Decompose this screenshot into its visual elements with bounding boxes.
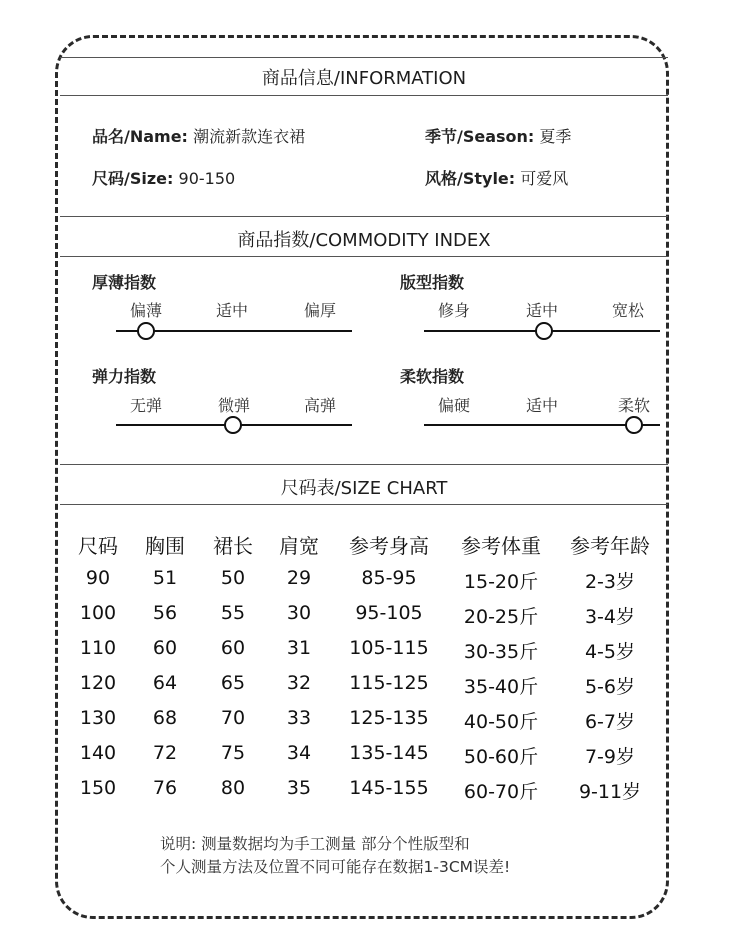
size-chart-cell: 60 [220,637,246,659]
size-chart-cell: 95-105 [355,602,423,624]
divider [60,504,668,505]
size-chart-cell: 15-20斤 [463,571,539,593]
size-chart-cell: 6-7岁 [584,711,636,733]
size-chart-header: 胸围 [145,534,185,558]
elasticity-index-title: 弹力指数 [92,367,157,386]
size-chart-cell: 20-25斤 [463,606,539,628]
size-chart-cell: 80 [220,777,246,799]
size-chart-header: 参考身高 [349,534,429,558]
size-chart-cell: 130 [79,707,117,729]
fit-option-2: 适中 [525,301,558,320]
size-chart-cell: 85-95 [361,567,417,589]
size-chart-cell: 60 [152,637,178,659]
size-chart-cell: 5-6岁 [584,676,636,698]
commodity-index-title: 商品指数/COMMODITY INDEX [237,230,491,251]
thickness-option-2: 适中 [215,301,248,320]
size-chart-cell: 150 [79,777,117,799]
size-chart-cell: 72 [152,742,178,764]
elasticity-option-1: 无弹 [129,396,162,415]
size-chart-cell: 60-70斤 [463,781,539,803]
size-chart-cell: 55 [220,602,246,624]
fit-indicator [535,322,553,340]
style-label: 风格/Style: [425,169,516,188]
elasticity-indicator [224,416,242,434]
size-chart-cell: 125-135 [349,707,429,729]
size-chart-cell: 9-11岁 [578,781,642,803]
size-chart-header: 尺码 [78,534,118,558]
softness-option-1: 偏硬 [437,396,470,415]
size-chart-cell: 76 [152,777,178,799]
size-chart-cell: 115-125 [349,672,429,694]
size-chart-cell: 31 [286,637,312,659]
size-chart-cell: 135-145 [349,742,429,764]
elasticity-option-3: 高弹 [303,396,336,415]
divider [60,464,668,465]
info-name [92,124,305,147]
size-chart-cell: 120 [79,672,117,694]
fit-index-title: 版型指数 [400,273,465,292]
size-chart-cell: 51 [152,567,178,589]
size-chart-cell: 75 [220,742,246,764]
softness-option-2: 适中 [525,396,558,415]
size-chart-cell: 90 [85,567,111,589]
size-chart-cell: 35 [286,777,312,799]
thickness-option-1: 偏薄 [129,301,162,320]
size-chart-cell: 32 [286,672,312,694]
size-chart-cell: 50-60斤 [463,746,539,768]
size-chart-header: 参考年龄 [570,534,650,558]
size-chart-cell: 50 [220,567,246,589]
note-line-2: 个人测量方法及位置不同可能存在数据1-3CM误差! [160,858,511,876]
size-chart-header: 裙长 [213,534,253,558]
info-size [92,166,235,189]
style-value: 可爱风 [520,169,569,188]
softness-indicator [625,416,643,434]
thickness-indicator [137,322,155,340]
size-chart-cell: 40-50斤 [463,711,539,733]
season-label: 季节/Season: [425,127,535,146]
elasticity-option-2: 微弹 [217,396,250,415]
size-chart-cell: 34 [286,742,312,764]
fit-option-3: 宽松 [611,301,644,320]
size-chart-cell: 140 [79,742,117,764]
size-chart-cell: 3-4岁 [584,606,636,628]
divider [60,216,668,217]
information-title: 商品信息/INFORMATION [261,68,467,89]
divider [60,95,668,96]
softness-index-title: 柔软指数 [400,367,465,386]
name-value: 潮流新款连衣裙 [193,127,306,146]
size-chart-cell: 105-115 [349,637,429,659]
size-chart-cell: 4-5岁 [584,641,636,663]
fit-option-1: 修身 [437,301,470,320]
size-value: 90-150 [178,169,236,188]
info-style [425,166,568,189]
size-chart-header: 参考体重 [461,534,541,558]
size-chart-cell: 30-35斤 [463,641,539,663]
size-chart-cell: 2-3岁 [584,571,636,593]
name-label: 品名/Name: [92,127,188,146]
softness-option-3: 柔软 [617,396,650,415]
size-chart-header: 肩宽 [279,534,319,558]
thickness-index-title: 厚薄指数 [92,273,157,292]
size-chart-cell: 145-155 [349,777,429,799]
size-chart-cell: 56 [152,602,178,624]
size-chart-cell: 7-9岁 [584,746,636,768]
size-chart-cell: 35-40斤 [463,676,539,698]
divider [60,256,668,257]
divider [60,57,668,58]
size-chart-cell: 70 [220,707,246,729]
size-chart-cell: 30 [286,602,312,624]
size-chart-title: 尺码表/SIZE CHART [280,478,448,499]
size-chart-cell: 29 [286,567,312,589]
season-value: 夏季 [539,127,572,146]
size-chart-cell: 100 [79,602,117,624]
size-chart-cell: 33 [286,707,312,729]
thickness-option-3: 偏厚 [303,301,336,320]
size-chart-cell: 64 [152,672,178,694]
size-label: 尺码/Size: [92,169,174,188]
size-chart-cell: 65 [220,672,246,694]
note-line-1: 说明: 测量数据均为手工测量 部分个性版型和 [160,835,470,853]
size-chart-cell: 68 [152,707,178,729]
size-chart-cell: 110 [79,637,117,659]
info-season [425,124,571,147]
